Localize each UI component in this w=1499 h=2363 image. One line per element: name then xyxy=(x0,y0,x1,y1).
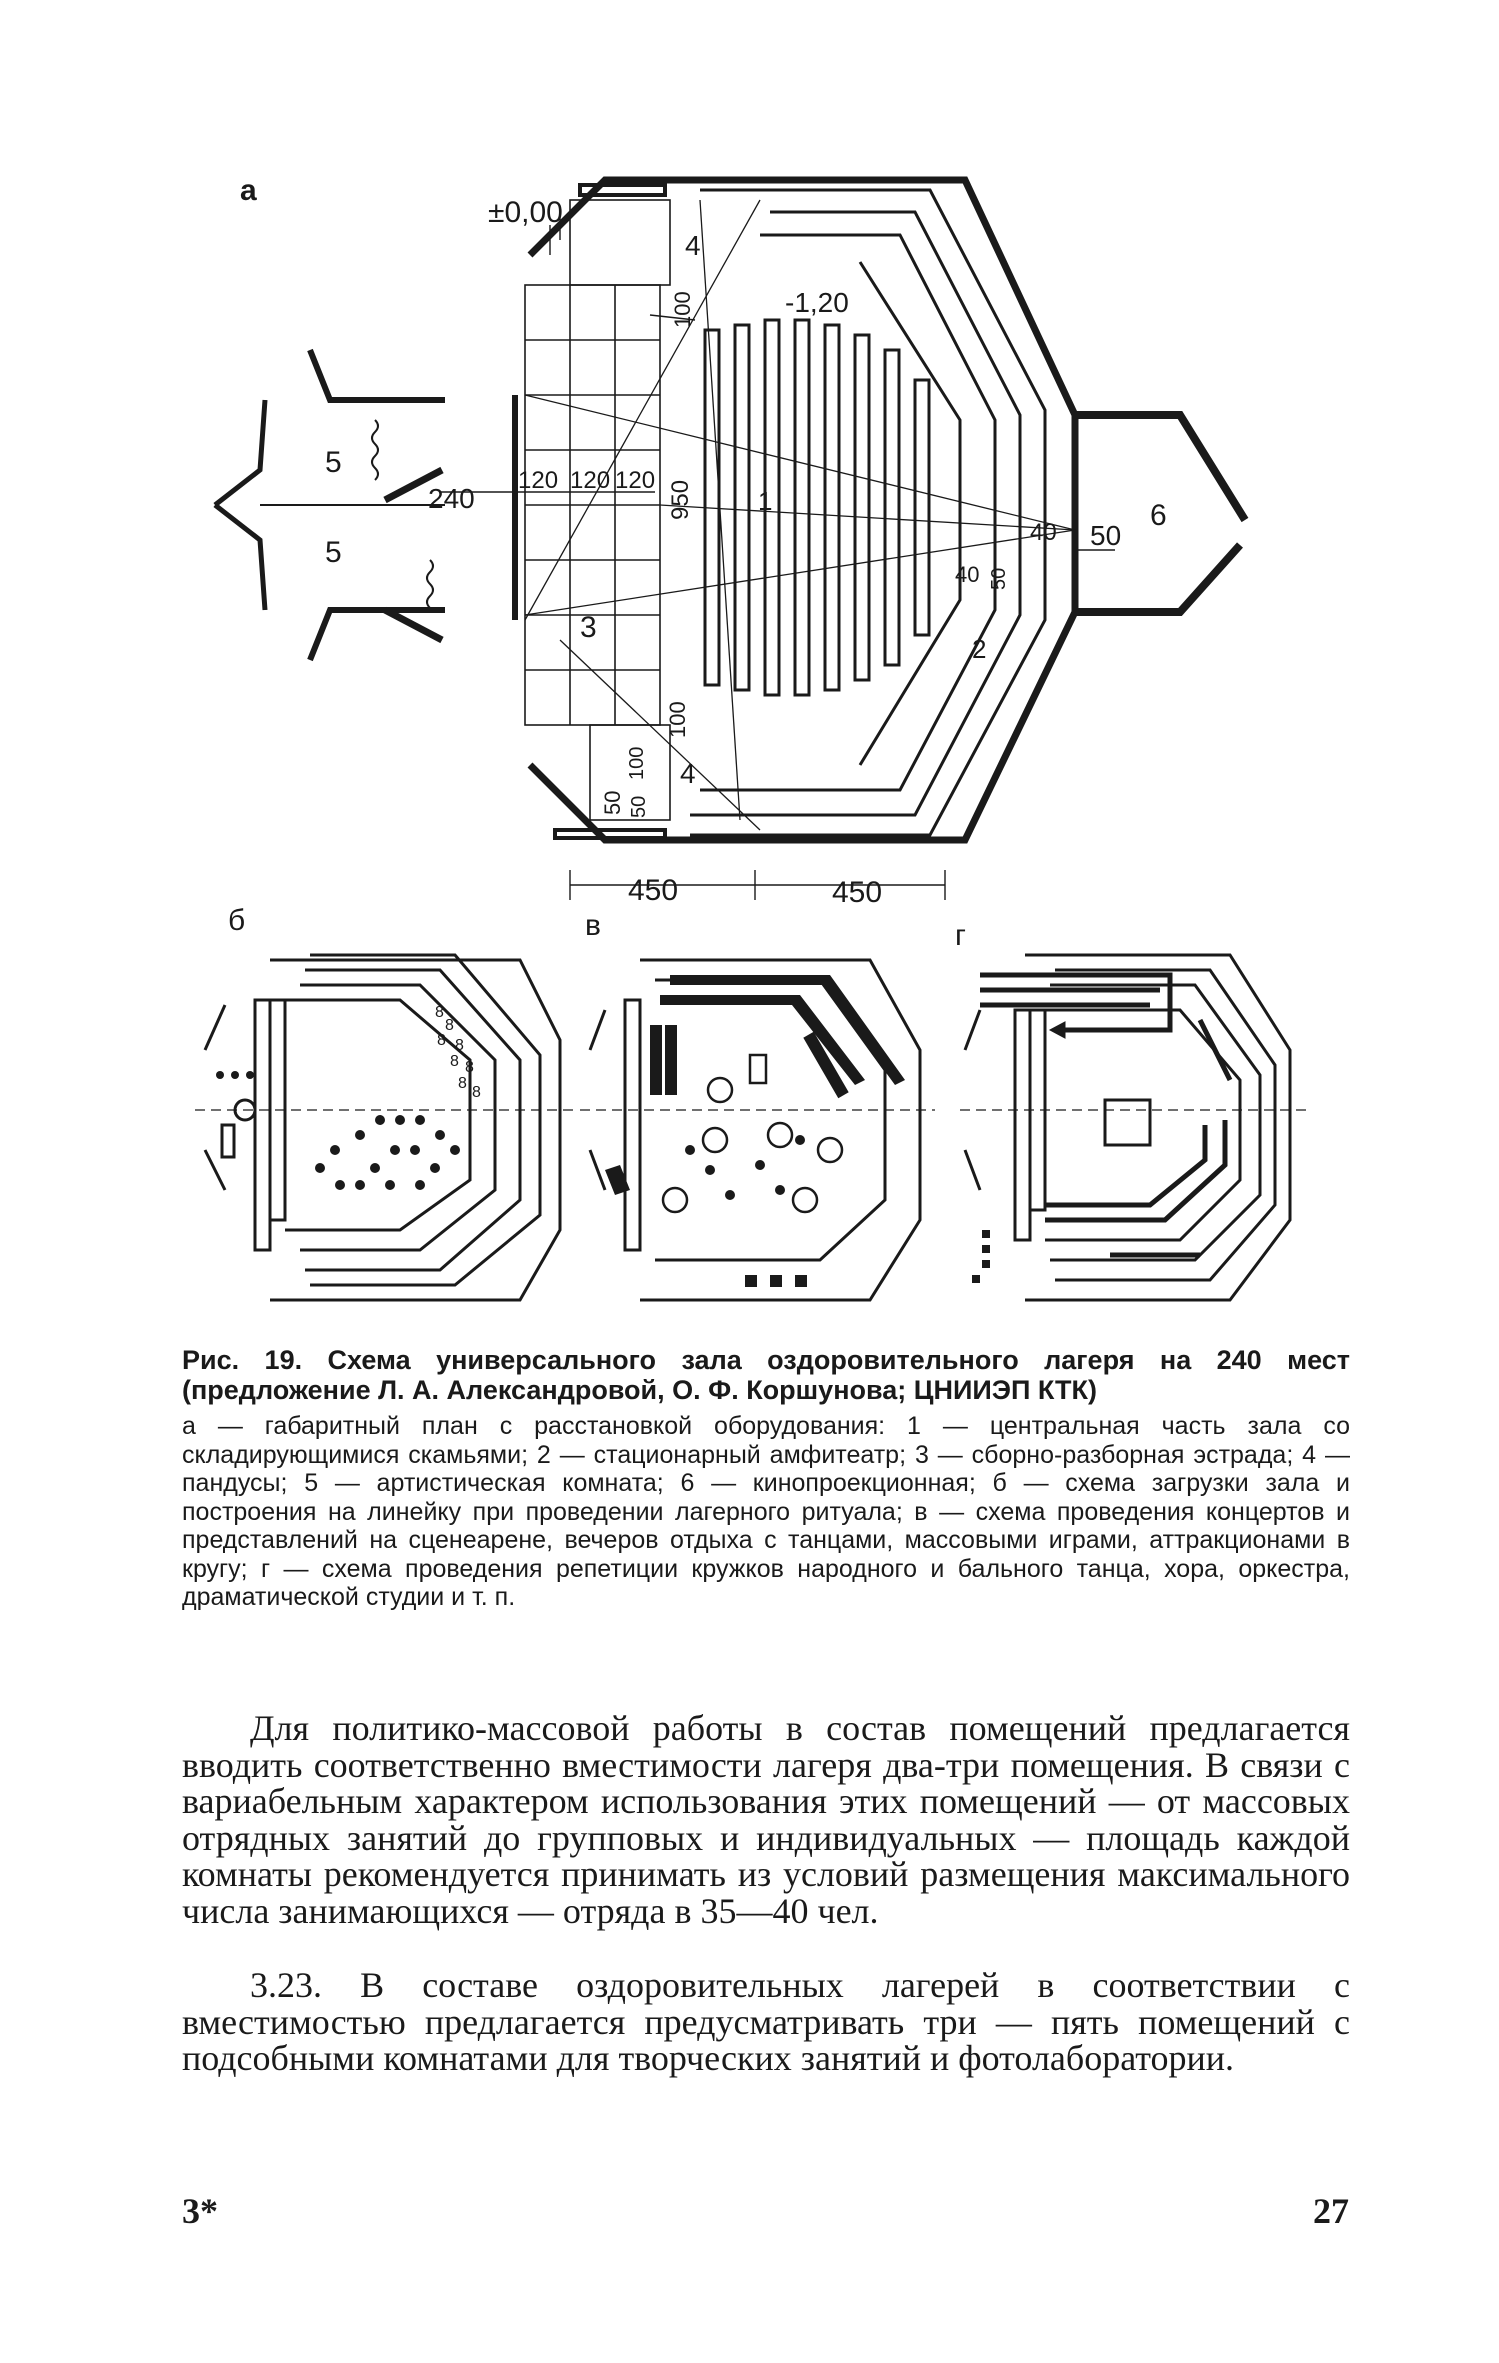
panel-b-mark: 8 xyxy=(450,1053,459,1070)
dim-100-small: 100 xyxy=(626,746,648,780)
dim-40-a: 40 xyxy=(1030,519,1057,546)
panel-a-letter: а xyxy=(240,174,257,207)
panel-b-letter: б xyxy=(228,904,246,937)
panel-b-mark: 8 xyxy=(465,1059,474,1076)
level-stage: -1,20 xyxy=(785,287,849,318)
label-1: 1 xyxy=(758,486,773,516)
panel-b-mark: 8 xyxy=(435,1004,444,1021)
dim-120-2: 120 xyxy=(570,467,611,494)
body-paragraph-1: Для политико-массовой работы в состав помещений предлагается вводить соответственно вместимости лагеря два-три помещения. В связи с вариабельным характером использования этих помещений — от массовых отрядных занятий до групповых и индивидуальных — площадь каждой комнаты рекомендуется принимать из условий размещения максимального числа занимающихся — отряда в 35—40 чел. xyxy=(182,1708,1350,1931)
dim-50-a: 50 xyxy=(600,790,625,815)
label-3: 3 xyxy=(580,611,597,644)
body-paragraph-2: 3.23. В составе оздоровительных лагерей в соответствии с вместимостью предлагается предусматривать три — пять помещений с подсобными комнатами для творческих занятий и фотолаборатории. xyxy=(182,1965,1350,2078)
panel-b-mark: 8 xyxy=(472,1084,481,1101)
panel-b-mark: 8 xyxy=(437,1032,446,1049)
panel-g-letter: г xyxy=(955,919,966,952)
figure-caption-legend: а — габаритный план с расстановкой оборудования: 1 — центральная часть зала со складирующимися скамьями; 2 — стационарный амфитеатр; 3 — сборно-разборная эстрада; 4 — пандусы; 5 — артистическая комната; 6 — кинопроекционная; б — схема загрузки зала и построения на линейку при проведении лагерного ритуала; в — схема проведения концертов и представлений на сценеарене, вечеров отдыха с танцами, массовыми играми, аттракционами в кругу; г — схема проведения репетиции кружков народного и бального танца, хора, оркестра, драматической студии и т. п. xyxy=(182,1412,1350,1611)
label-4-top: 4 xyxy=(685,230,701,261)
panel-v-plan xyxy=(580,960,935,1300)
panel-b-mark: 8 xyxy=(445,1017,454,1034)
page-number: 27 xyxy=(1313,2191,1349,2231)
label-4-bottom: 4 xyxy=(680,758,696,789)
dim-50-d: 50 xyxy=(988,567,1010,590)
dim-40-b: 40 xyxy=(955,562,980,587)
panel-b-plan xyxy=(195,955,575,1300)
label-6: 6 xyxy=(1150,499,1167,532)
dim-120-1: 120 xyxy=(518,467,559,494)
dim-450-left: 450 xyxy=(628,874,679,907)
dim-450-right: 450 xyxy=(832,876,883,909)
figure-caption-title: Рис. 19. Схема универсального зала оздоровительного лагеря на 240 мест (предложение Л. А. Александровой, О. Ф. Коршунова; ЦНИИЭП КТК) xyxy=(182,1345,1350,1405)
dim-50-c: 50 xyxy=(1090,520,1122,551)
label-5-bottom: 5 xyxy=(325,536,342,569)
dim-240: 240 xyxy=(428,483,475,514)
dim-120-3: 120 xyxy=(615,467,656,494)
label-5-top: 5 xyxy=(325,446,342,479)
panel-b-mark: 8 xyxy=(455,1037,464,1054)
panel-v-letter: в xyxy=(585,909,601,942)
sheet-signature: 3* xyxy=(182,2191,218,2231)
level-zero: ±0,00 xyxy=(488,196,563,229)
dim-100-bottom: 100 xyxy=(665,701,690,738)
dim-100-top: 100 xyxy=(670,291,695,328)
dim-50-b: 50 xyxy=(628,795,650,818)
panel-b-mark: 8 xyxy=(458,1075,467,1092)
label-2: 2 xyxy=(972,634,987,664)
dim-950: 950 xyxy=(667,479,694,520)
